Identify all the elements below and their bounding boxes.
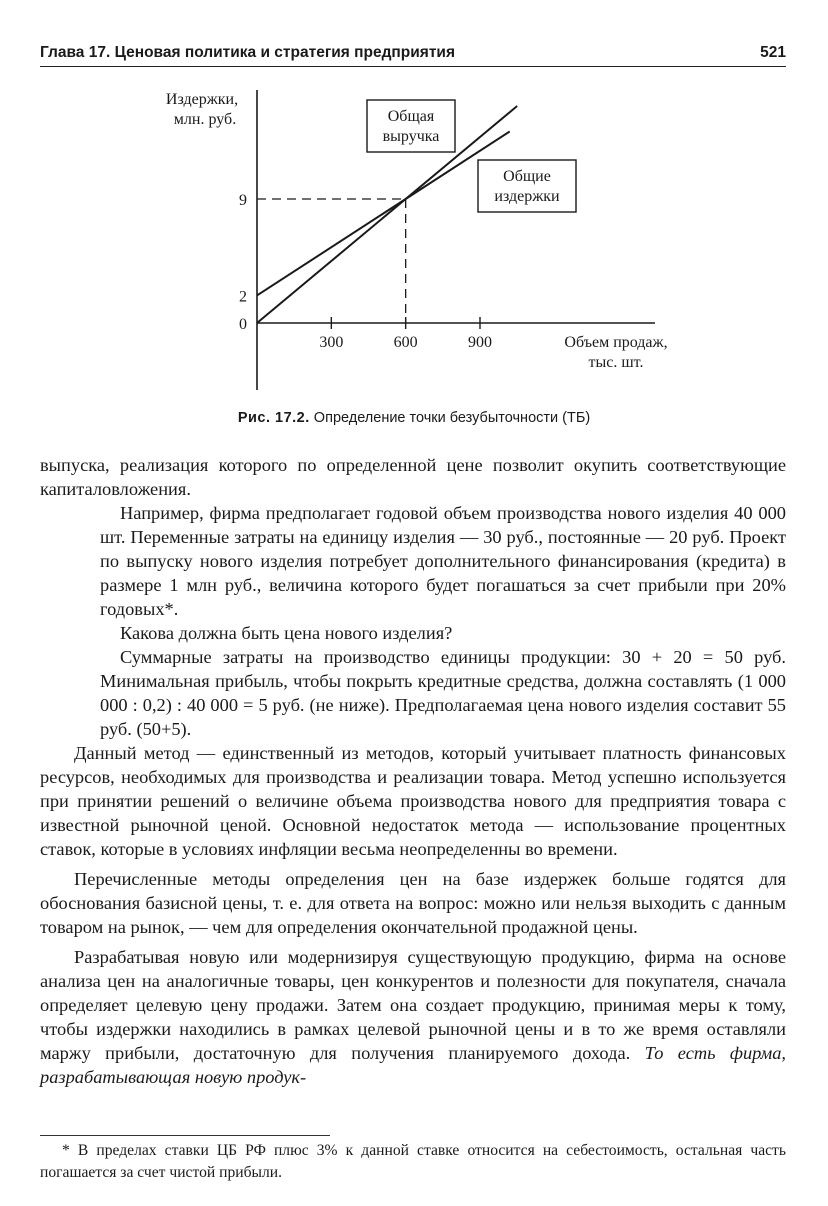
- example-paragraph-3: Суммарные затраты на производство единицы продукции: 30 + 20 = 50 руб. Минимальная прибыль, чтобы покрыть кредитные средства, должна составлять (1 000 000 : 0,2) : 40 000 = 5 руб. (не ниже). Предполагаемая цена нового изделия составит 55 руб. (50+5).: [100, 647, 786, 739]
- footnote-text: * В пределах ставки ЦБ РФ плюс 3% к данной ставке относится на себестоимость, остальная часть погашается за счет чистой прибыли.: [40, 1142, 786, 1181]
- legend-label-costs-line1: Общие: [503, 168, 551, 185]
- ticks: [239, 192, 492, 351]
- series-line-costs: [257, 131, 510, 295]
- paragraph-method: Данный метод — единственный из методов, который учитывает платность финансовых ресурсов, необходимых для производства и реализации товара. Метод успешно используется при принятии решений о величине объема производства нового для предприятия товара с известной рыночной ценой. Основной недостаток метода — использование процентных ставок, которые в условиях инфляции весьма неопределенны во времени.: [40, 743, 786, 859]
- x-tick-label: 300: [319, 334, 344, 351]
- figure-caption-text: Определение точки безубыточности (ТБ): [309, 410, 591, 426]
- body-text: [40, 453, 786, 1089]
- legend-label-costs-line2: издержки: [494, 188, 560, 205]
- footnote-rule: [40, 1135, 330, 1136]
- example-block: [40, 501, 786, 741]
- x-tick-label: 600: [393, 334, 418, 351]
- x-axis-label-line1: Объем продаж,: [564, 334, 668, 351]
- y-axis-label-line2: млн. руб.: [173, 111, 237, 128]
- footnote: [40, 1140, 786, 1184]
- paragraph-target-price-text: Разрабатывая новую или модернизируя существующую продукцию, фирма на основе анализа цен на аналогичные товары, цен конкурентов и полезности для покупателя, сначала определяет целевую цену продажи. Затем она создает продукцию, принимая меры к тому, чтобы издержки находились в рамках целевой рыночной цены и в то же время оставляли маржу прибыли, достаточную для получения планируемого дохода.: [40, 947, 786, 1063]
- legend-box-revenue: [367, 100, 455, 152]
- y-tick-label: 9: [239, 192, 247, 209]
- example-paragraph-1: Например, фирма предполагает годовой объем производства нового изделия 40 000 шт. Переменные затраты на единицу изделия — 30 руб., постоянные — 20 руб. Проект по выпуску нового изделия потребует дополнительного финансирования (кредита) в размере 1 млн руб., величина которого будет погашаться за счет прибыли при 20% годовых*.: [100, 503, 786, 619]
- legend-label-revenue-line1: Общая: [387, 108, 435, 125]
- page-number: 521: [760, 44, 786, 61]
- example-paragraph-2: Какова должна быть цена нового изделия?: [120, 623, 453, 643]
- legend-box-costs: [478, 160, 576, 212]
- break-even-chart: [0, 0, 828, 405]
- legend-label-revenue-line2: выручка: [382, 128, 440, 145]
- y-tick-label: 0: [239, 316, 247, 333]
- y-axis-label-line1: Издержки,: [165, 91, 239, 108]
- paragraph-cost-methods: Перечисленные методы определения цен на базе издержек больше годятся для обоснования базисной цены, т. е. для ответа на вопрос: можно или нельзя выходить с данным товаром на рынок, — чем для определения окончательной продажной цены.: [40, 869, 786, 937]
- paragraph-target-price-italic: То есть фирма, разрабатывающая новую продук-: [40, 1043, 786, 1087]
- x-axis-label-line2: тыс. шт.: [588, 354, 644, 371]
- chapter-title: Глава 17. Ценовая политика и стратегия предприятия: [40, 44, 456, 61]
- paragraph-target-price: [40, 945, 786, 1089]
- figure-caption: [0, 410, 828, 426]
- figure-caption-label: Рис. 17.2.: [237, 410, 310, 426]
- x-tick-label: 900: [468, 334, 492, 351]
- y-tick-label: 2: [239, 288, 247, 306]
- paragraph-continuation: выпуска, реализация которого по определенной цене позволит окупить соответствующие капиталовложения.: [40, 455, 786, 499]
